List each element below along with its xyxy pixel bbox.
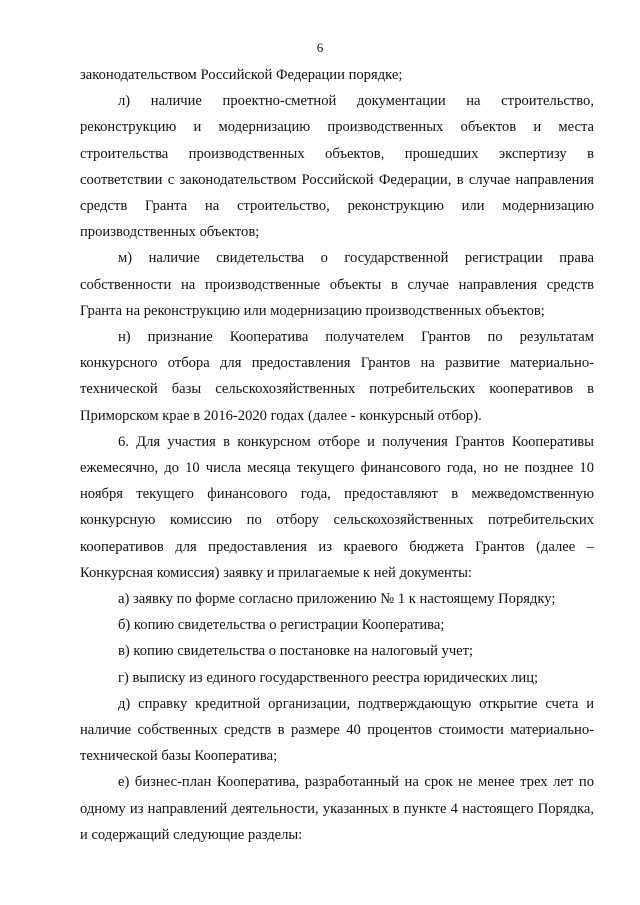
paragraph-continuation: законодательством Российской Федерации порядке;	[80, 67, 403, 83]
page-number: 6	[316, 40, 324, 55]
paragraph-item-b: б) копию свидетельства о регистрации Кооператива;	[118, 617, 445, 634]
paragraph-item-g: г) выписку из единого государственного реестра юридических лиц;	[118, 669, 539, 686]
paragraph-item-a: а) заявку по форме согласно приложению № 1 к настоящему Порядку;	[118, 591, 556, 608]
paragraph-item-e: е) бизнес-план Кооператива, разработанный на срок не менее трех лет по одному из направлений деятельности, указанных в пункте 4 настоящего Порядка, и содержащий следующие разделы:	[80, 774, 594, 843]
paragraph-item-n: н) признание Кооператива получателем Грантов по результатам конкурсного отбора для предоставления Грантов на развитие материально-технической базы сельскохозяйственных потребительских кооперативов в Приморском крае в 2016-2020 годах (далее - конкурсный отбор).	[80, 329, 594, 424]
paragraph-item-l: л) наличие проектно-сметной документации на строительство, реконструкцию и модернизацию производственных объектов и места строительства производственных объектов, прошедших экспертизу в соответствии с законодательством Российской Федерации, в случае направления средств Гранта на строительство, реконструкцию или модернизацию производственных объектов;	[80, 93, 594, 241]
paragraph-clause-6: 6. Для участия в конкурсном отборе и получения Грантов Кооперативы ежемесячно, до 10 числа месяца текущего финансового года, но не позднее 10 ноября текущего финансового года, предоставляют в межведомственную конкурсную комиссию по отбору сельскохозяйственных потребительских кооперативов для предоставления из краевого бюджета Грантов (далее – Конкурсная комиссия) заявку и прилагаемые к ней документы:	[80, 433, 594, 581]
document-body	[80, 62, 594, 848]
paragraph-item-m: м) наличие свидетельства о государственной регистрации права собственности на производственные объекты в случае направления средств Гранта на реконструкцию или модернизацию производственных объектов;	[80, 250, 594, 319]
paragraph-item-v: в) копию свидетельства о постановке на налоговый учет;	[118, 643, 474, 660]
paragraph-item-d: д) справку кредитной организации, подтверждающую открытие счета и наличие собственных средств в размере 40 процентов стоимости материально-технической базы Кооператива;	[80, 695, 594, 765]
